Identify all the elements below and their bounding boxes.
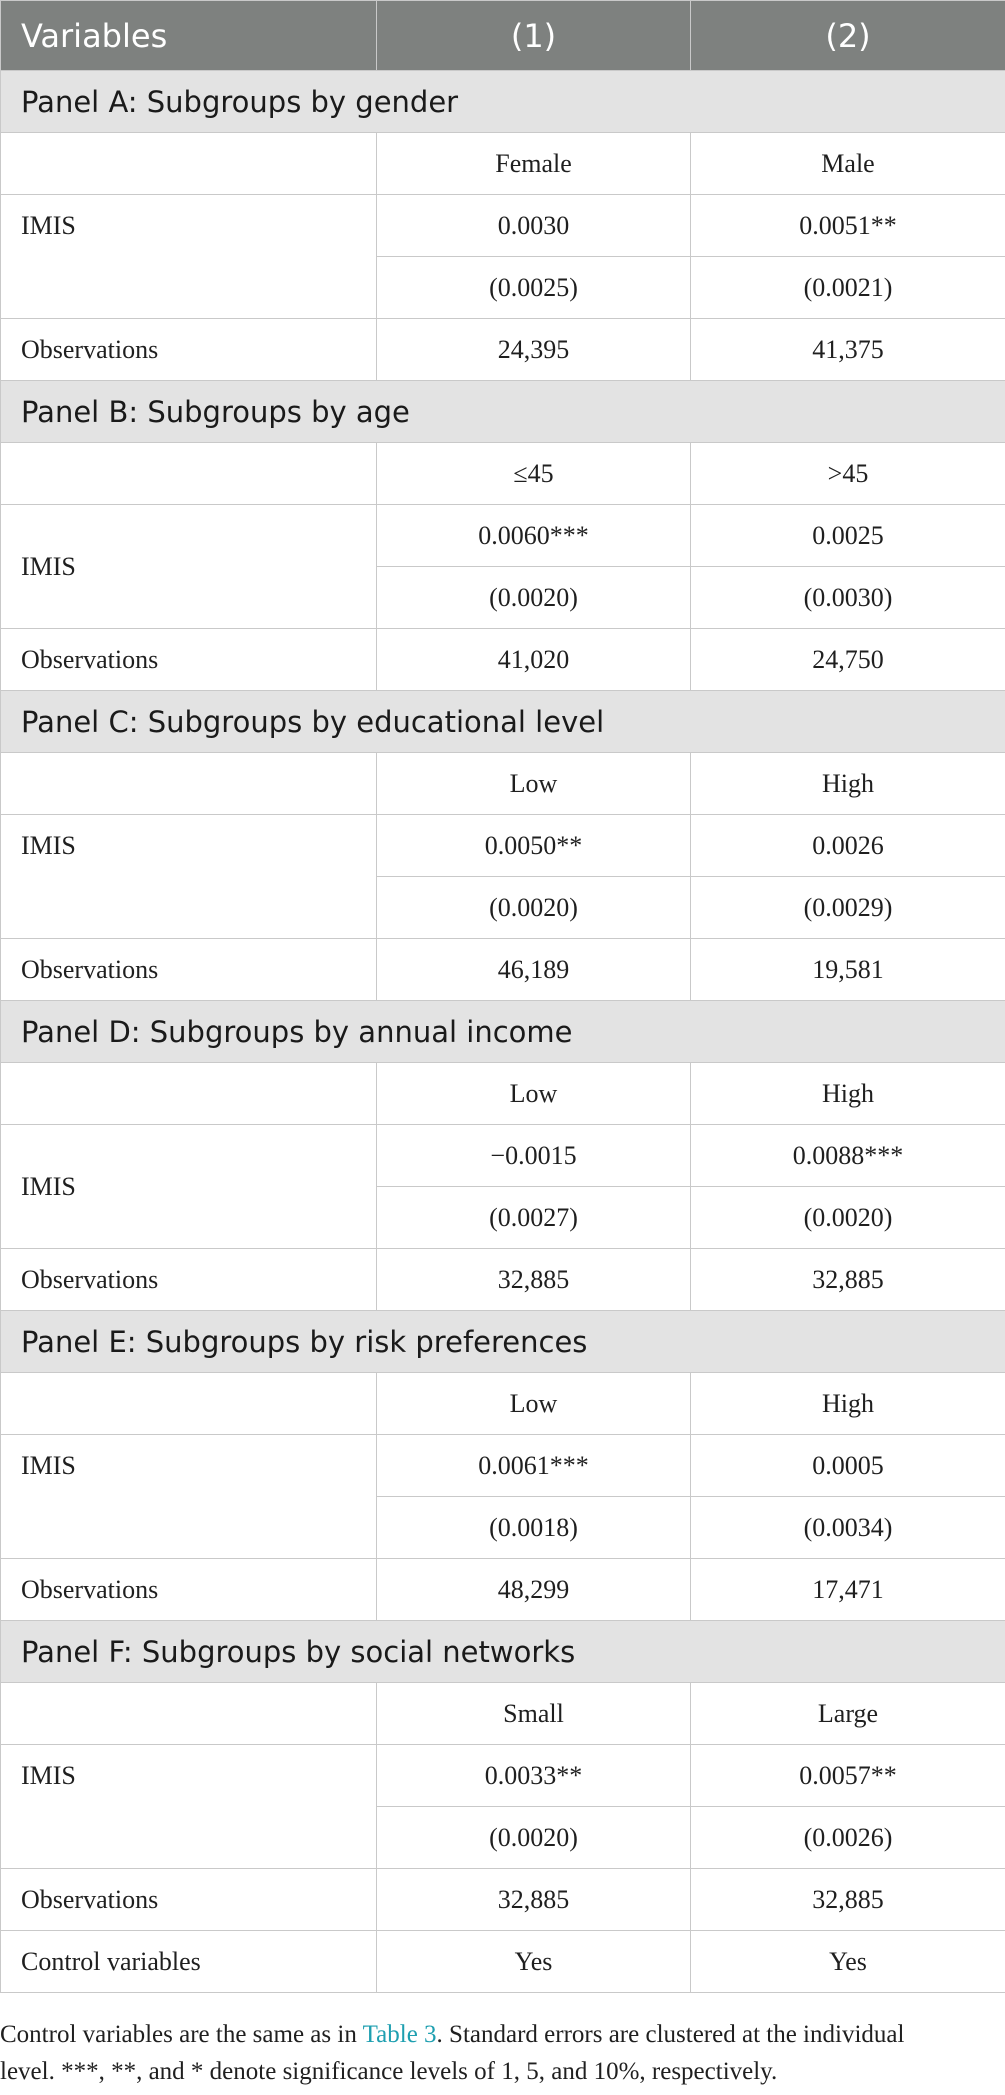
group-label-2: Male bbox=[691, 133, 1005, 195]
footnote-text: Control variables are the same as in bbox=[0, 2021, 363, 2048]
obs-2: 32,885 bbox=[691, 1869, 1005, 1931]
coef-2: 0.0088*** bbox=[691, 1125, 1005, 1187]
group-row bbox=[1, 1373, 1005, 1435]
obs-1: 32,885 bbox=[377, 1869, 691, 1931]
group-label-2: High bbox=[691, 1063, 1005, 1125]
obs-label: Observations bbox=[1, 629, 377, 691]
group-label-1: Female bbox=[377, 133, 691, 195]
header-variables: Variables bbox=[1, 1, 377, 71]
imis-label: IMIS bbox=[1, 1125, 377, 1249]
se-2: (0.0029) bbox=[691, 877, 1005, 939]
panel-e-header bbox=[1, 1311, 1005, 1373]
coef-1: 0.0030 bbox=[377, 195, 691, 257]
group-label-1: ≤45 bbox=[377, 443, 691, 505]
panel-title: Panel D: Subgroups by annual income bbox=[1, 1001, 1005, 1063]
group-label-1: Low bbox=[377, 1063, 691, 1125]
panel-title: Panel B: Subgroups by age bbox=[1, 381, 1005, 443]
obs-1: 46,189 bbox=[377, 939, 691, 1001]
coef-row bbox=[1, 1435, 1005, 1497]
footnote-line-2: level. ***, **, and * denote significance levels of 1, 5, and 10%, respectively. bbox=[0, 2058, 778, 2085]
coef-1: −0.0015 bbox=[377, 1125, 691, 1187]
group-row bbox=[1, 1063, 1005, 1125]
empty-cell bbox=[1, 753, 377, 815]
obs-2: 24,750 bbox=[691, 629, 1005, 691]
empty-cell bbox=[1, 133, 377, 195]
group-label-1: Small bbox=[377, 1683, 691, 1745]
se-2: (0.0020) bbox=[691, 1187, 1005, 1249]
coef-2: 0.0005 bbox=[691, 1435, 1005, 1497]
obs-row bbox=[1, 319, 1005, 381]
footnote-line-1 bbox=[0, 2016, 1005, 2053]
group-row bbox=[1, 1683, 1005, 1745]
imis-label: IMIS bbox=[1, 1745, 377, 1869]
obs-row bbox=[1, 629, 1005, 691]
imis-label: IMIS bbox=[1, 1435, 377, 1559]
controls-1: Yes bbox=[377, 1931, 691, 1993]
coef-row bbox=[1, 815, 1005, 877]
imis-label: IMIS bbox=[1, 195, 377, 319]
group-label-1: Low bbox=[377, 1373, 691, 1435]
footnote-text: . Standard errors are clustered at the individual bbox=[436, 2021, 905, 2048]
obs-row bbox=[1, 1869, 1005, 1931]
obs-row bbox=[1, 1249, 1005, 1311]
coef-2: 0.0057** bbox=[691, 1745, 1005, 1807]
se-1: (0.0025) bbox=[377, 257, 691, 319]
group-row bbox=[1, 753, 1005, 815]
controls-row bbox=[1, 1931, 1005, 1993]
group-row bbox=[1, 443, 1005, 505]
controls-label: Control variables bbox=[1, 1931, 377, 1993]
obs-1: 48,299 bbox=[377, 1559, 691, 1621]
empty-cell bbox=[1, 1683, 377, 1745]
se-1: (0.0020) bbox=[377, 567, 691, 629]
empty-cell bbox=[1, 443, 377, 505]
obs-2: 19,581 bbox=[691, 939, 1005, 1001]
obs-2: 32,885 bbox=[691, 1249, 1005, 1311]
obs-2: 41,375 bbox=[691, 319, 1005, 381]
group-label-2: High bbox=[691, 753, 1005, 815]
empty-cell bbox=[1, 1373, 377, 1435]
group-label-2: High bbox=[691, 1373, 1005, 1435]
se-1: (0.0018) bbox=[377, 1497, 691, 1559]
imis-label: IMIS bbox=[1, 815, 377, 939]
coef-1: 0.0033** bbox=[377, 1745, 691, 1807]
empty-cell bbox=[1, 1063, 377, 1125]
obs-label: Observations bbox=[1, 319, 377, 381]
panel-b-header bbox=[1, 381, 1005, 443]
group-row bbox=[1, 133, 1005, 195]
se-2: (0.0030) bbox=[691, 567, 1005, 629]
table-footnote bbox=[0, 2016, 1005, 2090]
group-label-2: Large bbox=[691, 1683, 1005, 1745]
panel-f-header bbox=[1, 1621, 1005, 1683]
group-label-2: >45 bbox=[691, 443, 1005, 505]
panel-d-header bbox=[1, 1001, 1005, 1063]
se-2: (0.0034) bbox=[691, 1497, 1005, 1559]
group-label-1: Low bbox=[377, 753, 691, 815]
se-2: (0.0021) bbox=[691, 257, 1005, 319]
header-col-1: (1) bbox=[377, 1, 691, 71]
se-2: (0.0026) bbox=[691, 1807, 1005, 1869]
panel-title: Panel F: Subgroups by social networks bbox=[1, 1621, 1005, 1683]
coef-2: 0.0025 bbox=[691, 505, 1005, 567]
coef-row bbox=[1, 1125, 1005, 1187]
panel-title: Panel C: Subgroups by educational level bbox=[1, 691, 1005, 753]
coef-1: 0.0060*** bbox=[377, 505, 691, 567]
obs-row bbox=[1, 1559, 1005, 1621]
coef-2: 0.0051** bbox=[691, 195, 1005, 257]
imis-label: IMIS bbox=[1, 505, 377, 629]
panel-c-header bbox=[1, 691, 1005, 753]
obs-2: 17,471 bbox=[691, 1559, 1005, 1621]
header-col-2: (2) bbox=[691, 1, 1005, 71]
coef-row bbox=[1, 195, 1005, 257]
table-3-link[interactable]: Table 3 bbox=[362, 2021, 437, 2048]
panel-title: Panel A: Subgroups by gender bbox=[1, 71, 1005, 133]
obs-1: 32,885 bbox=[377, 1249, 691, 1311]
coef-1: 0.0050** bbox=[377, 815, 691, 877]
coef-row bbox=[1, 505, 1005, 567]
obs-label: Observations bbox=[1, 1249, 377, 1311]
obs-1: 24,395 bbox=[377, 319, 691, 381]
coef-row bbox=[1, 1745, 1005, 1807]
panel-a-header bbox=[1, 71, 1005, 133]
obs-row bbox=[1, 939, 1005, 1001]
coef-2: 0.0026 bbox=[691, 815, 1005, 877]
obs-label: Observations bbox=[1, 1559, 377, 1621]
se-1: (0.0020) bbox=[377, 1807, 691, 1869]
coef-1: 0.0061*** bbox=[377, 1435, 691, 1497]
controls-2: Yes bbox=[691, 1931, 1005, 1993]
se-1: (0.0027) bbox=[377, 1187, 691, 1249]
header-row bbox=[1, 1, 1005, 71]
panel-title: Panel E: Subgroups by risk preferences bbox=[1, 1311, 1005, 1373]
se-1: (0.0020) bbox=[377, 877, 691, 939]
obs-1: 41,020 bbox=[377, 629, 691, 691]
obs-label: Observations bbox=[1, 1869, 377, 1931]
obs-label: Observations bbox=[1, 939, 377, 1001]
